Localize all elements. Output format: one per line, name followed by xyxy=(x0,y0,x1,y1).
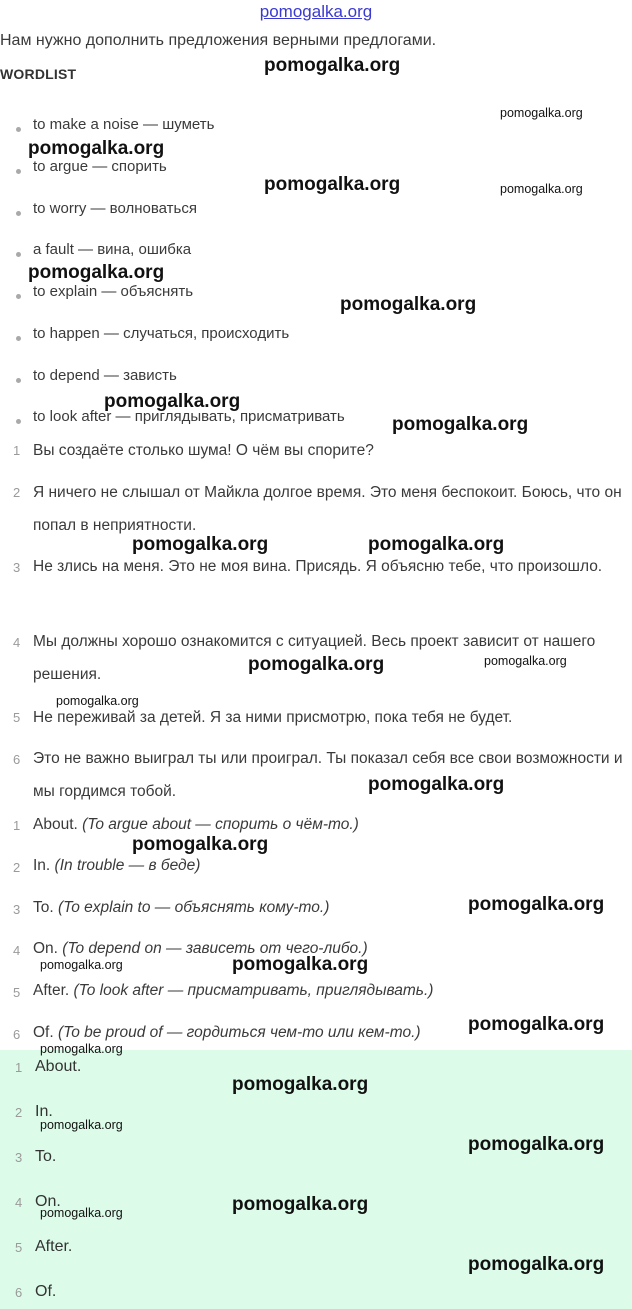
watermark: pomogalka.org xyxy=(248,654,385,675)
answer-item xyxy=(33,816,359,834)
answer-note: (To argue about — спорить о чём-то.) xyxy=(82,816,359,833)
answer-number: 3 xyxy=(13,902,21,917)
bullet-icon xyxy=(16,127,21,132)
answer-note: (To depend on — зависеть от чего-либо.) xyxy=(62,940,368,957)
watermark: pomogalka.org xyxy=(264,174,401,195)
sentence-number: 6 xyxy=(13,752,21,767)
watermark: pomogalka.org xyxy=(500,182,583,196)
watermark: pomogalka.org xyxy=(40,1042,123,1056)
answer-key-number: 5 xyxy=(15,1240,23,1255)
bullet-icon xyxy=(16,294,21,299)
answer-word: Of. xyxy=(33,1024,54,1041)
answer-key-word: Of. xyxy=(35,1283,57,1300)
sentence-text: Это не важно выиграл ты или проиграл. Ты показал себя все свои возможности и мы гордимся тобой. xyxy=(33,750,623,800)
watermark: pomogalka.org xyxy=(132,534,269,555)
answer-key-word: To. xyxy=(35,1148,57,1165)
answer-item xyxy=(33,982,433,1000)
watermark: pomogalka.org xyxy=(468,1134,605,1155)
wordlist-item: to happen — случаться, происходить xyxy=(33,325,290,342)
answer-key-number: 2 xyxy=(15,1105,23,1120)
sentence-number: 4 xyxy=(13,635,21,650)
answer-number: 5 xyxy=(13,985,21,1000)
sentence-text: Мы должны хорошо ознакомится с ситуацией. Весь проект зависит от нашего решения. xyxy=(33,633,596,683)
sentence-text: Не злись на меня. Это не моя вина. Присядь. Я объясню тебе, что произошло. xyxy=(33,558,603,575)
answer-item xyxy=(33,857,200,875)
watermark: pomogalka.org xyxy=(28,138,165,159)
answer-number: 1 xyxy=(13,818,21,833)
answer-key-number: 4 xyxy=(15,1195,23,1210)
watermark: pomogalka.org xyxy=(132,834,269,855)
watermark: pomogalka.org xyxy=(40,958,123,972)
answer-word: On. xyxy=(33,940,58,957)
answer-note: (To look after — присматривать, приглядывать.) xyxy=(73,982,434,999)
watermark: pomogalka.org xyxy=(264,55,401,76)
watermark: pomogalka.org xyxy=(40,1118,123,1132)
sentence-text: Вы создаёте столько шума! О чём вы спорите? xyxy=(33,442,374,459)
answer-number: 6 xyxy=(13,1027,21,1042)
answer-word: After. xyxy=(33,982,70,999)
answer-word: To. xyxy=(33,899,54,916)
site-link[interactable]: pomogalka.org xyxy=(259,2,373,21)
bullet-icon xyxy=(16,211,21,216)
answer-key-word: On. xyxy=(35,1193,61,1210)
answer-key-number: 6 xyxy=(15,1285,23,1300)
watermark: pomogalka.org xyxy=(368,774,505,795)
answer-item xyxy=(33,1024,421,1042)
sentence-number: 5 xyxy=(13,710,21,725)
answer-number: 2 xyxy=(13,860,21,875)
bullet-icon xyxy=(16,419,21,424)
sentence-text: Я ничего не слышал от Майкла долгое время. Это меня беспокоит. Боюсь, что он попал в неприятности. xyxy=(33,484,622,534)
answer-key-word: After. xyxy=(35,1238,73,1255)
bullet-icon xyxy=(16,169,21,174)
bullet-icon xyxy=(16,378,21,383)
sentence-number: 3 xyxy=(13,560,21,575)
watermark: pomogalka.org xyxy=(40,1206,123,1220)
wordlist-title: WORDLIST xyxy=(0,66,77,82)
answer-note: (To be proud of — гордиться чем-то или кем-то.) xyxy=(57,1024,421,1041)
answer-key-number: 3 xyxy=(15,1150,23,1165)
watermark: pomogalka.org xyxy=(468,1014,605,1035)
answer-item xyxy=(33,899,329,917)
sentence-number: 1 xyxy=(13,443,21,458)
sentence-number: 2 xyxy=(13,485,21,500)
watermark: pomogalka.org xyxy=(468,894,605,915)
answer-key-word: In. xyxy=(35,1103,53,1120)
wordlist-item: to argue — спорить xyxy=(33,158,167,175)
bullet-icon xyxy=(16,252,21,257)
wordlist-item: to explain — объяснять xyxy=(33,283,194,300)
wordlist-item: to look after — приглядывать, присматривать xyxy=(33,408,345,425)
answer-word: About. xyxy=(33,816,78,833)
answer-note: (In trouble — в беде) xyxy=(54,857,201,874)
watermark: pomogalka.org xyxy=(232,1074,369,1095)
answer-word: In. xyxy=(33,857,51,874)
sentence-text: Не переживай за детей. Я за ними присмотрю, пока тебя не будет. xyxy=(33,709,513,726)
watermark: pomogalka.org xyxy=(392,414,529,435)
answer-number: 4 xyxy=(13,943,21,958)
watermark: pomogalka.org xyxy=(104,391,241,412)
intro-text: Нам нужно дополнить предложения верными предлогами. xyxy=(0,32,437,49)
answer-note: (To explain to — объяснять кому-то.) xyxy=(58,899,330,916)
watermark: pomogalka.org xyxy=(232,954,369,975)
watermark: pomogalka.org xyxy=(340,294,477,315)
watermark: pomogalka.org xyxy=(500,106,583,120)
wordlist-item: to worry — волноваться xyxy=(33,200,197,217)
watermark: pomogalka.org xyxy=(484,654,567,668)
watermark: pomogalka.org xyxy=(232,1194,369,1215)
watermark: pomogalka.org xyxy=(468,1254,605,1275)
bullet-icon xyxy=(16,336,21,341)
wordlist-item: a fault — вина, ошибка xyxy=(33,241,192,258)
watermark: pomogalka.org xyxy=(56,694,139,708)
wordlist-item: to make a noise — шуметь xyxy=(33,116,215,133)
answer-key-number: 1 xyxy=(15,1060,23,1075)
watermark: pomogalka.org xyxy=(28,262,165,283)
answer-key-word: About. xyxy=(35,1058,82,1075)
watermark: pomogalka.org xyxy=(368,534,505,555)
wordlist-item: to depend — зависть xyxy=(33,367,177,384)
